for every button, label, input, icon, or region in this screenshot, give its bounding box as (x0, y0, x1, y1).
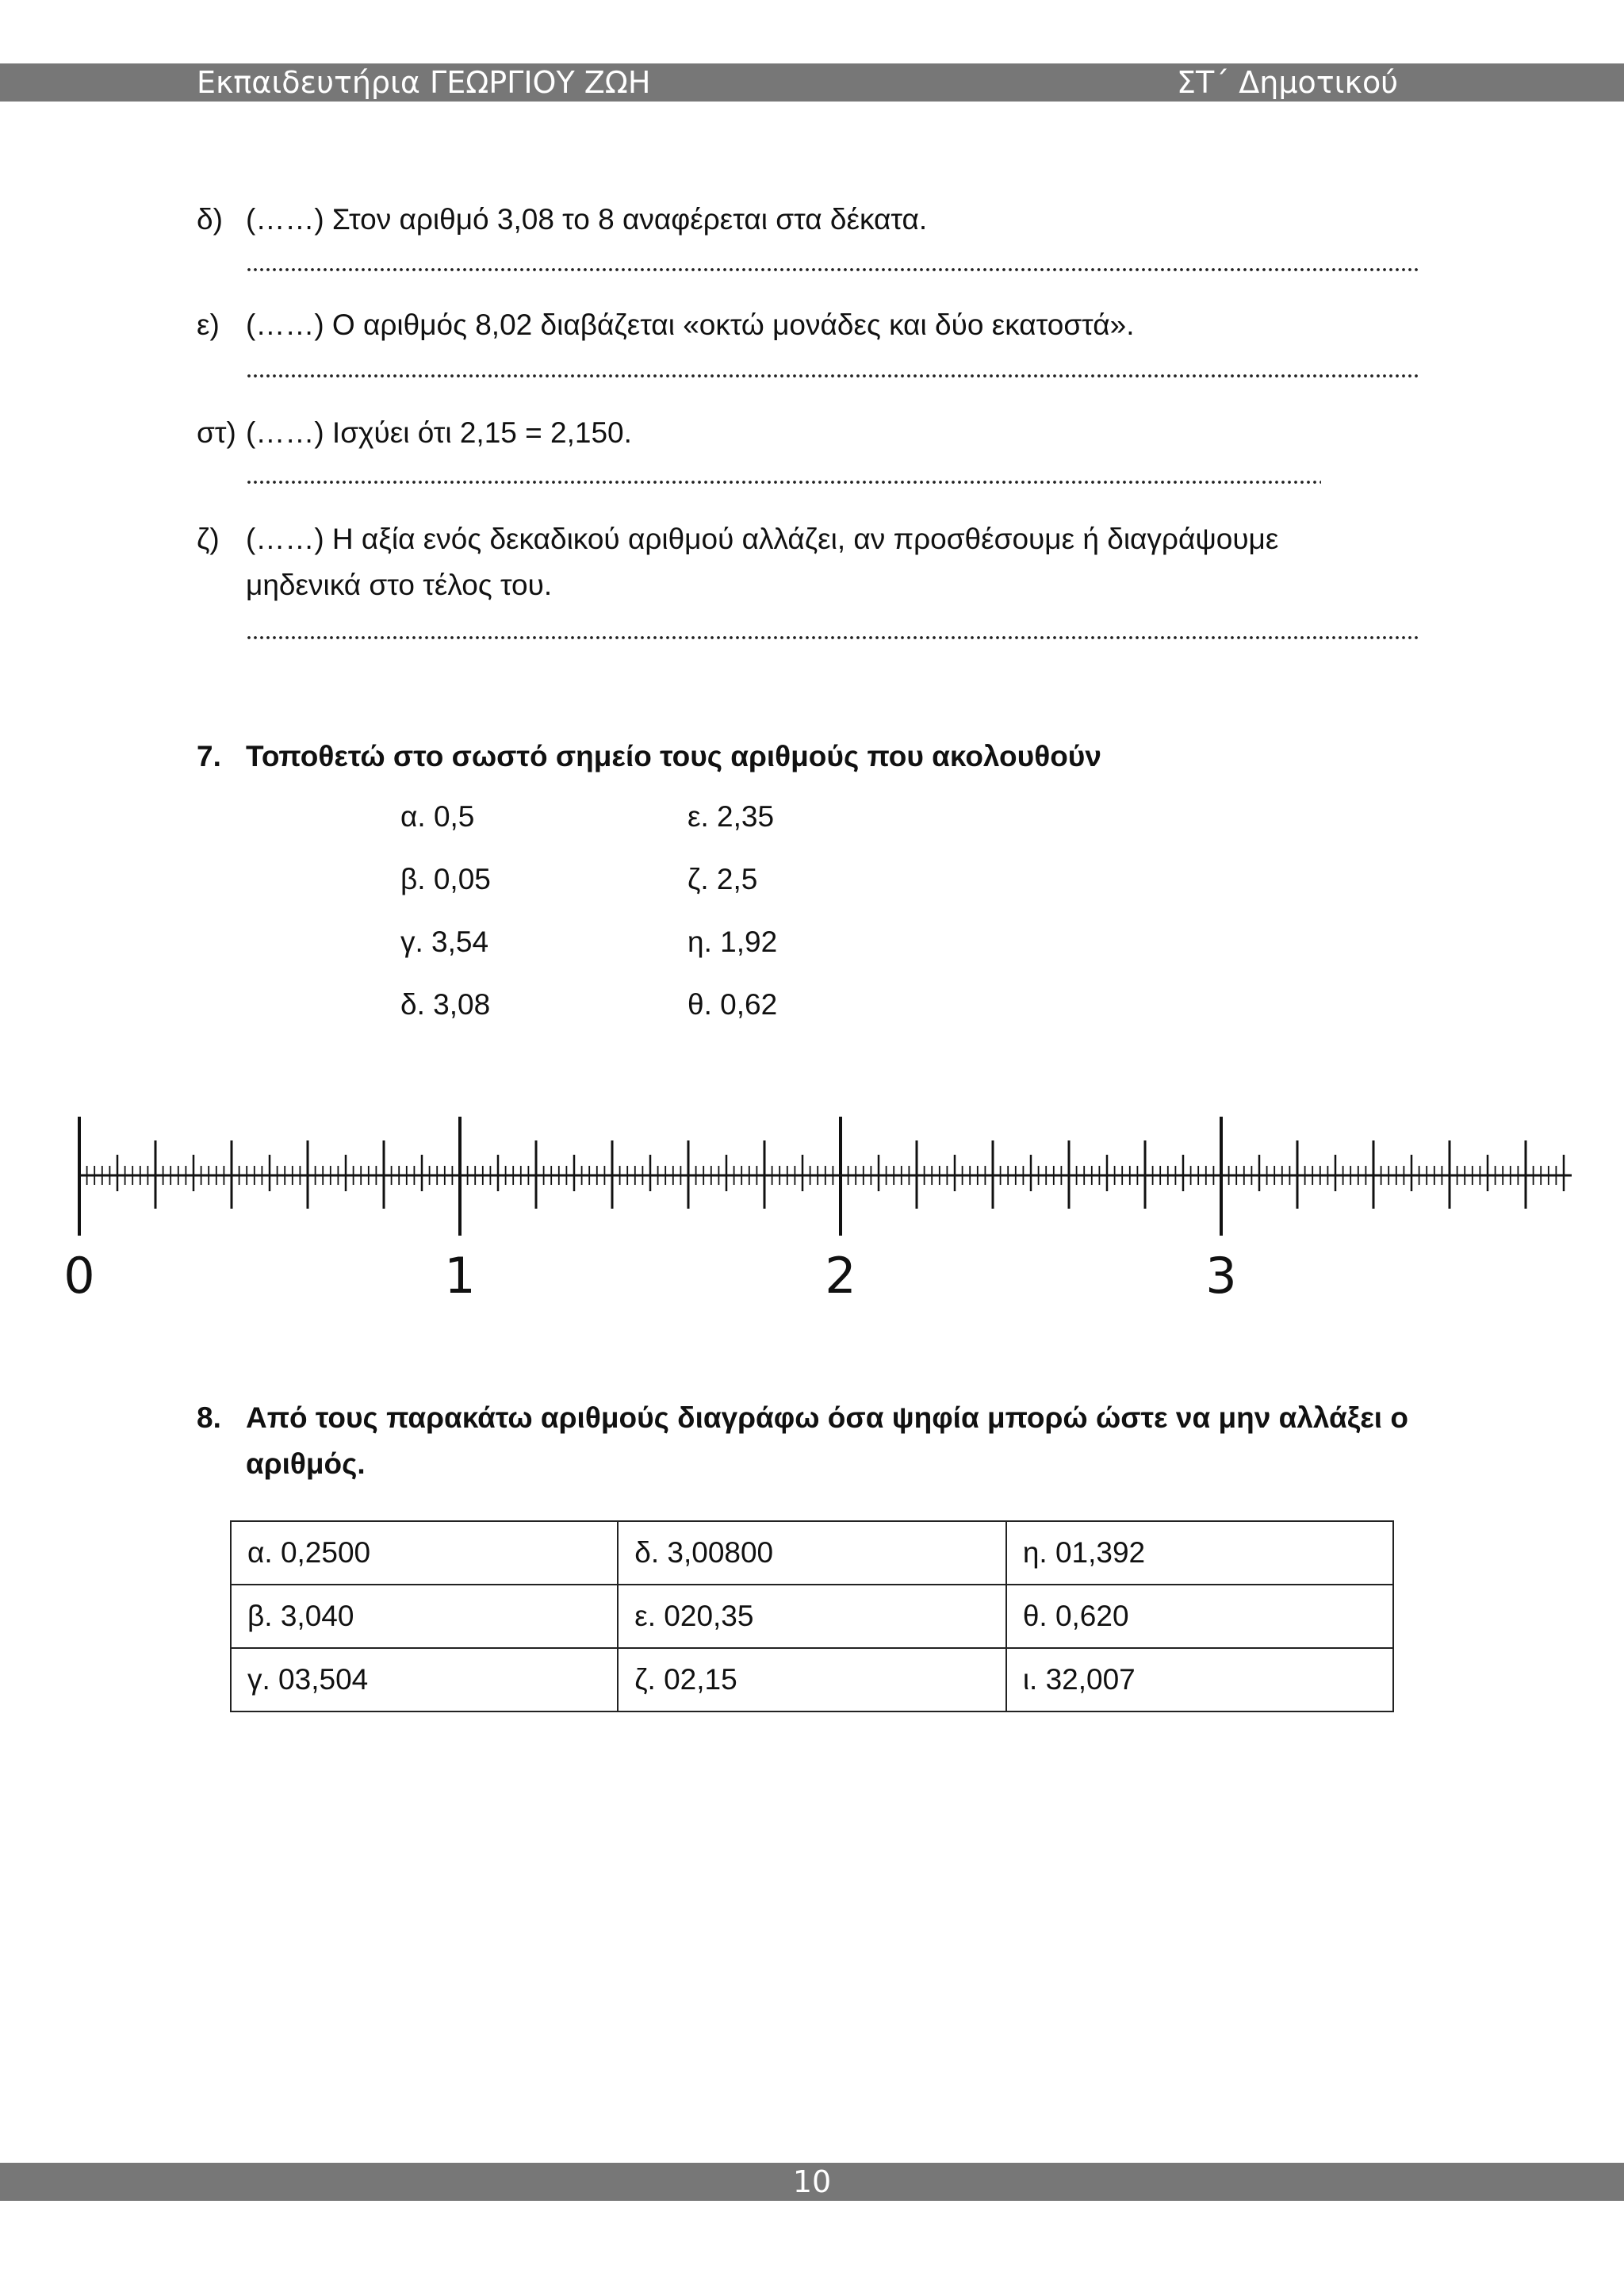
table-cell: ε. 020,35 (618, 1585, 1006, 1648)
item-text: (……) Ο αριθμός 8,02 διαβάζεται «οκτώ μονάδες και δύο εκατοστά». (246, 309, 1135, 341)
item-text: (……) Στον αριθμό 3,08 το 8 αναφέρεται στα δέκατα. (246, 203, 928, 236)
exercise-number: 7. (197, 740, 221, 772)
exercise-number: 8. (197, 1401, 221, 1434)
exercise-title: Από τους παρακάτω αριθμούς διαγράφω όσα ψηφία μπορώ ώστε να μην αλλάξει ο (246, 1401, 1408, 1434)
item-label: ζ) (197, 523, 220, 555)
answer-dotted-line (246, 266, 1419, 273)
number-line (0, 1102, 1624, 1309)
item-text: (……) Ισχύει ότι 2,15 = 2,150. (246, 416, 632, 449)
item-text: (……) Η αξία ενός δεκαδικού αριθμού αλλάζει, αν προσθέσουμε ή διαγράψουμε (246, 523, 1279, 555)
table-cell: β. 3,040 (231, 1585, 618, 1648)
item-text-continued: μηδενικά στο τέλος του. (246, 569, 553, 601)
number-line-label: 3 (1205, 1247, 1237, 1305)
table-row (231, 1648, 1393, 1711)
number-item: ε. 2,35 (688, 800, 775, 833)
truefalse-item-e (197, 302, 1465, 350)
number-item: ζ. 2,5 (688, 863, 758, 895)
table-cell: θ. 0,620 (1006, 1585, 1393, 1648)
table-row (231, 1585, 1393, 1648)
number-item: α. 0,5 (400, 800, 475, 833)
answer-dotted-line (246, 479, 1321, 485)
truefalse-item-d (197, 197, 1465, 244)
number-item: δ. 3,08 (400, 988, 491, 1021)
school-name: Εκπαιδευτήρια ΓΕΩΡΓΙΟΥ ΖΩΗ (197, 65, 651, 100)
item-label: στ) (197, 416, 236, 449)
exercise-8-heading (197, 1395, 1465, 1490)
answer-dotted-line (246, 634, 1419, 641)
number-line-label: 2 (825, 1247, 856, 1305)
exercise-8-table (230, 1520, 1394, 1712)
header-bar (0, 63, 1624, 102)
table-cell: ζ. 02,15 (618, 1648, 1006, 1711)
item-label: δ) (197, 203, 223, 236)
exercise-title-continued: αριθμός. (246, 1447, 366, 1480)
table-row (231, 1521, 1393, 1585)
item-label: ε) (197, 309, 220, 341)
grade-label: ΣΤ΄ Δημοτικού (1177, 65, 1399, 100)
footer-bar (0, 2163, 1624, 2201)
table-cell: δ. 3,00800 (618, 1521, 1006, 1585)
table-cell: γ. 03,504 (231, 1648, 618, 1711)
page-number: 10 (792, 2164, 832, 2199)
number-line-label: 0 (63, 1247, 95, 1305)
truefalse-item-st (197, 410, 1465, 458)
table-cell: ι. 32,007 (1006, 1648, 1393, 1711)
number-item: θ. 0,62 (688, 988, 778, 1021)
answer-dotted-line (246, 373, 1419, 379)
number-item: γ. 3,54 (400, 926, 489, 958)
number-item: η. 1,92 (688, 926, 778, 958)
table-cell: α. 0,2500 (231, 1521, 618, 1585)
table-cell: η. 01,392 (1006, 1521, 1393, 1585)
number-item: β. 0,05 (400, 863, 491, 895)
exercise-7-heading (197, 734, 1465, 781)
exercise-title: Τοποθετώ στο σωστό σημείο τους αριθμούς που ακολουθούν (246, 740, 1101, 772)
number-line-label: 1 (444, 1247, 476, 1305)
truefalse-item-z (197, 516, 1465, 611)
number-line-labels (63, 1247, 1236, 1305)
